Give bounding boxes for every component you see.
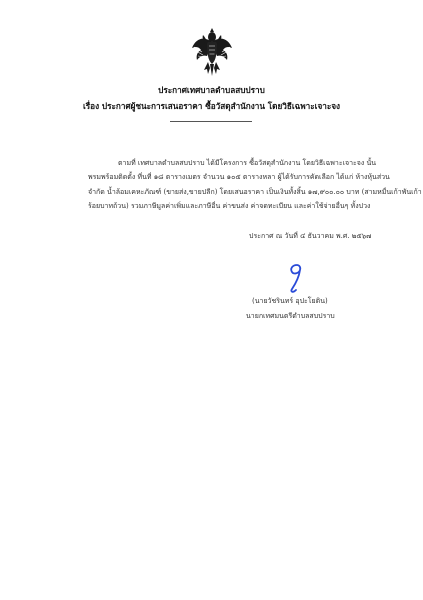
organization-title: ประกาศเทศบาลตำบลสบปราบ	[158, 85, 265, 95]
announcement-subject: เรื่อง ประกาศผู้ชนะการเสนอราคา ซื้อวัสดุสำนักงาน โดยวิธีเฉพาะเจาะจง	[82, 101, 341, 111]
body-line: พรมพร้อมติดตั้ง ที่นที่ ๑๘ ตารางเมตร จำนวน ๑๐๕ ตารางหลา ผู้ได้รับการคัดเลือก ได้แก่ ห้างหุ้นส่วน	[88, 173, 390, 181]
garuda-emblem-icon	[190, 28, 234, 78]
announcement-date: ประกาศ ณ วันที่ ๔ ธันวาคม พ.ศ. ๒๕๖๗	[249, 232, 372, 240]
handwritten-signature-icon	[284, 261, 310, 295]
body-line: ตามที่ เทศบาลตำบลสบปราบ ได้มีโครงการ ซื้อวัสดุสำนักงาน โดยวิธีเฉพาะเจาะจง นั้น	[118, 159, 377, 167]
body-line: จำกัด น้ำล้อมเคหะภัณฑ์ (ขายส่ง,ขายปลีก) โดยเสนอราคา เป็นเงินทั้งสิ้น ๑๗,๙๐๐.๐๐ บาท (สามหมื่นเก้าพันเก้า	[88, 188, 422, 196]
signer-position: นายกเทศมนตรีตำบลสบปราบ	[246, 312, 335, 320]
divider-line	[170, 121, 252, 122]
signer-name: (นายวัชรินทร์ อุปะโยติน)	[252, 297, 328, 305]
body-line: ร้อยบาทถ้วน) รวมภาษีมูลค่าเพิ่มและภาษีอื่น ค่าขนส่ง ค่าจดทะเบียน และค่าใช้จ่ายอื่นๆ ทั้งปวง	[88, 202, 371, 210]
